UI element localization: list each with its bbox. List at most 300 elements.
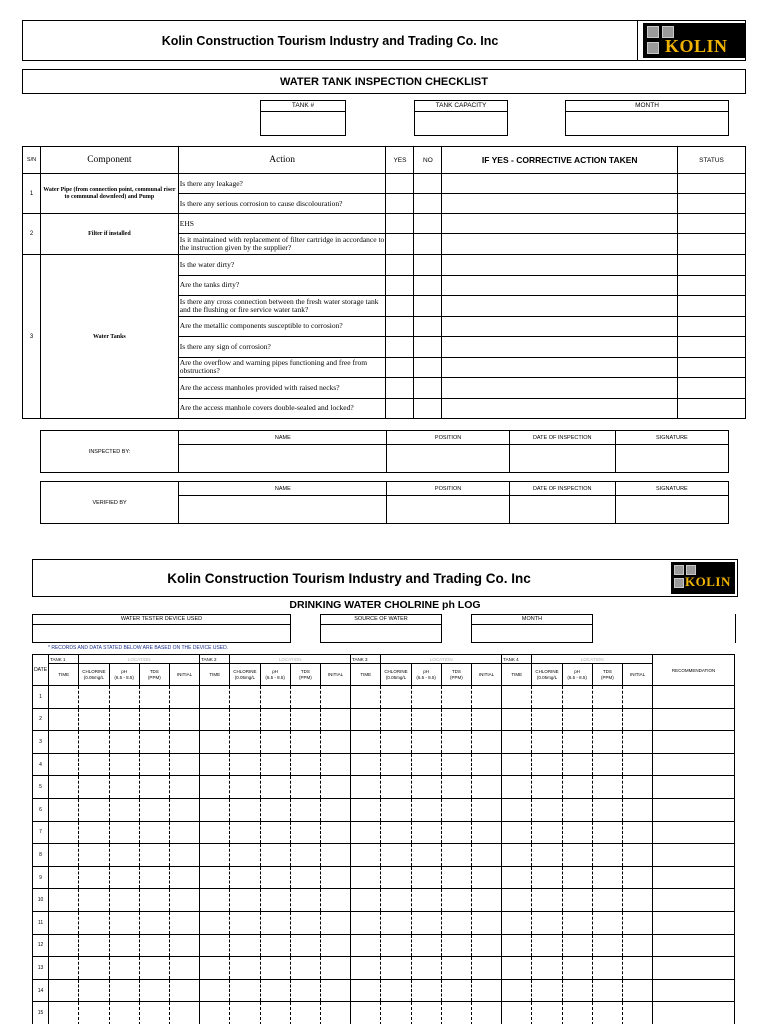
log-entry-cell[interactable] [441, 798, 471, 821]
log-entry-cell[interactable] [230, 934, 260, 957]
log-entry-cell[interactable] [200, 821, 230, 844]
log-entry-cell[interactable] [592, 957, 622, 980]
log-entry-cell[interactable] [200, 934, 230, 957]
log-entry-cell[interactable] [200, 686, 230, 709]
log-entry-cell[interactable] [320, 979, 350, 1002]
log-entry-cell[interactable] [411, 957, 441, 980]
log-entry-cell[interactable] [502, 1002, 532, 1024]
log-entry-cell[interactable] [139, 934, 169, 957]
log-entry-cell[interactable] [532, 686, 562, 709]
log-entry-cell[interactable] [562, 821, 592, 844]
log-entry-cell[interactable] [290, 889, 320, 912]
log-entry-cell[interactable] [139, 686, 169, 709]
no-cell[interactable] [414, 214, 442, 234]
log-entry-cell[interactable] [351, 686, 381, 709]
log-entry-cell[interactable] [260, 934, 290, 957]
log-entry-cell[interactable] [79, 753, 109, 776]
status-cell[interactable] [678, 275, 746, 296]
log-entry-cell[interactable] [200, 866, 230, 889]
no-cell[interactable] [414, 255, 442, 276]
log-entry-cell[interactable] [320, 866, 350, 889]
log-entry-cell[interactable] [471, 686, 501, 709]
log-entry-cell[interactable] [200, 979, 230, 1002]
log-entry-cell[interactable] [200, 753, 230, 776]
log-entry-cell[interactable] [290, 844, 320, 867]
log-entry-cell[interactable] [441, 979, 471, 1002]
log-entry-cell[interactable] [622, 798, 652, 821]
log-entry-cell[interactable] [49, 844, 79, 867]
log-entry-cell[interactable] [592, 776, 622, 799]
no-cell[interactable] [414, 296, 442, 317]
log-entry-cell[interactable] [502, 686, 532, 709]
log-entry-cell[interactable] [109, 708, 139, 731]
log-entry-cell[interactable] [139, 979, 169, 1002]
log-entry-cell[interactable] [532, 1002, 562, 1024]
log-entry-cell[interactable] [411, 731, 441, 754]
log-entry-cell[interactable] [351, 979, 381, 1002]
log-entry-cell[interactable] [79, 866, 109, 889]
log-entry-cell[interactable] [169, 957, 199, 980]
log-entry-cell[interactable] [441, 708, 471, 731]
log-entry-cell[interactable] [411, 798, 441, 821]
log-entry-cell[interactable] [381, 753, 411, 776]
log-entry-cell[interactable] [260, 866, 290, 889]
log-entry-cell[interactable] [562, 798, 592, 821]
log-entry-cell[interactable] [49, 1002, 79, 1024]
log-entry-cell[interactable] [169, 686, 199, 709]
yes-cell[interactable] [386, 398, 414, 419]
log-entry-cell[interactable] [411, 753, 441, 776]
yes-cell[interactable] [386, 174, 414, 194]
log-entry-cell[interactable] [471, 889, 501, 912]
log-entry-cell[interactable] [351, 753, 381, 776]
log-entry-cell[interactable] [562, 844, 592, 867]
log-entry-cell[interactable] [109, 979, 139, 1002]
log-entry-cell[interactable] [351, 844, 381, 867]
log-entry-cell[interactable] [169, 776, 199, 799]
log-entry-cell[interactable] [502, 934, 532, 957]
log-entry-cell[interactable] [320, 844, 350, 867]
log-entry-cell[interactable] [49, 708, 79, 731]
yes-cell[interactable] [386, 214, 414, 234]
no-cell[interactable] [414, 275, 442, 296]
log-entry-cell[interactable] [381, 957, 411, 980]
log-entry-cell[interactable] [471, 708, 501, 731]
log-entry-cell[interactable] [230, 1002, 260, 1024]
status-cell[interactable] [678, 194, 746, 214]
log-entry-cell[interactable] [79, 911, 109, 934]
log-entry-cell[interactable] [562, 1002, 592, 1024]
log-entry-cell[interactable] [351, 798, 381, 821]
recommendation-cell[interactable] [653, 776, 735, 799]
log-entry-cell[interactable] [49, 776, 79, 799]
log-entry-cell[interactable] [471, 1002, 501, 1024]
status-cell[interactable] [678, 398, 746, 419]
log-entry-cell[interactable] [139, 911, 169, 934]
log-entry-cell[interactable] [169, 708, 199, 731]
log-entry-cell[interactable] [351, 731, 381, 754]
month-field[interactable] [565, 100, 729, 136]
log-entry-cell[interactable] [411, 1002, 441, 1024]
log-entry-cell[interactable] [200, 731, 230, 754]
log-entry-cell[interactable] [351, 708, 381, 731]
log-entry-cell[interactable] [562, 776, 592, 799]
log-entry-cell[interactable] [139, 731, 169, 754]
log-entry-cell[interactable] [200, 889, 230, 912]
log-entry-cell[interactable] [381, 686, 411, 709]
log-entry-cell[interactable] [532, 979, 562, 1002]
corrective-cell[interactable] [442, 337, 678, 358]
log-entry-cell[interactable] [230, 731, 260, 754]
log-entry-cell[interactable] [260, 731, 290, 754]
log-entry-cell[interactable] [230, 798, 260, 821]
no-cell[interactable] [414, 337, 442, 358]
log-entry-cell[interactable] [441, 686, 471, 709]
log-entry-cell[interactable] [441, 776, 471, 799]
log-entry-cell[interactable] [230, 776, 260, 799]
log-entry-cell[interactable] [139, 866, 169, 889]
corrective-cell[interactable] [442, 398, 678, 419]
log-entry-cell[interactable] [49, 821, 79, 844]
log-entry-cell[interactable] [169, 889, 199, 912]
log-entry-cell[interactable] [562, 979, 592, 1002]
log-entry-cell[interactable] [109, 934, 139, 957]
log-entry-cell[interactable] [290, 934, 320, 957]
yes-cell[interactable] [386, 234, 414, 255]
log-entry-cell[interactable] [622, 911, 652, 934]
log-entry-cell[interactable] [320, 686, 350, 709]
log-entry-cell[interactable] [532, 911, 562, 934]
log-entry-cell[interactable] [622, 934, 652, 957]
recommendation-cell[interactable] [653, 821, 735, 844]
log-entry-cell[interactable] [411, 821, 441, 844]
log-entry-cell[interactable] [381, 934, 411, 957]
log-entry-cell[interactable] [471, 731, 501, 754]
log-entry-cell[interactable] [49, 866, 79, 889]
log-entry-cell[interactable] [532, 708, 562, 731]
log-entry-cell[interactable] [290, 1002, 320, 1024]
log-entry-cell[interactable] [502, 889, 532, 912]
log-entry-cell[interactable] [320, 957, 350, 980]
log-entry-cell[interactable] [290, 979, 320, 1002]
log-entry-cell[interactable] [320, 889, 350, 912]
recommendation-cell[interactable] [653, 731, 735, 754]
log-entry-cell[interactable] [622, 776, 652, 799]
log-entry-cell[interactable] [169, 798, 199, 821]
corrective-cell[interactable] [442, 316, 678, 337]
log-entry-cell[interactable] [139, 957, 169, 980]
source-field[interactable] [320, 614, 442, 643]
no-cell[interactable] [414, 174, 442, 194]
log-entry-cell[interactable] [230, 708, 260, 731]
yes-cell[interactable] [386, 337, 414, 358]
log-entry-cell[interactable] [562, 866, 592, 889]
log-entry-cell[interactable] [79, 979, 109, 1002]
log-entry-cell[interactable] [381, 1002, 411, 1024]
log-entry-cell[interactable] [622, 708, 652, 731]
corrective-cell[interactable] [442, 174, 678, 194]
log-entry-cell[interactable] [260, 776, 290, 799]
log-entry-cell[interactable] [230, 911, 260, 934]
yes-cell[interactable] [386, 194, 414, 214]
log-entry-cell[interactable] [230, 889, 260, 912]
yes-cell[interactable] [386, 296, 414, 317]
log-entry-cell[interactable] [260, 798, 290, 821]
status-cell[interactable] [678, 337, 746, 358]
log-entry-cell[interactable] [532, 731, 562, 754]
log-entry-cell[interactable] [79, 686, 109, 709]
log-entry-cell[interactable] [200, 776, 230, 799]
log-entry-cell[interactable] [532, 798, 562, 821]
log-entry-cell[interactable] [592, 866, 622, 889]
status-cell[interactable] [678, 174, 746, 194]
log-entry-cell[interactable] [169, 934, 199, 957]
log-entry-cell[interactable] [562, 934, 592, 957]
log-entry-cell[interactable] [49, 686, 79, 709]
yes-cell[interactable] [386, 275, 414, 296]
log-entry-cell[interactable] [79, 708, 109, 731]
inspector-name-cell[interactable] [179, 445, 387, 473]
status-cell[interactable] [678, 255, 746, 276]
log-entry-cell[interactable] [502, 798, 532, 821]
yes-cell[interactable] [386, 357, 414, 378]
log-entry-cell[interactable] [532, 866, 562, 889]
log-entry-cell[interactable] [290, 798, 320, 821]
log-entry-cell[interactable] [441, 889, 471, 912]
log-entry-cell[interactable] [622, 821, 652, 844]
log-entry-cell[interactable] [260, 979, 290, 1002]
recommendation-cell[interactable] [653, 844, 735, 867]
status-cell[interactable] [678, 357, 746, 378]
log-entry-cell[interactable] [49, 934, 79, 957]
log-entry-cell[interactable] [502, 753, 532, 776]
log-entry-cell[interactable] [260, 911, 290, 934]
recommendation-cell[interactable] [653, 957, 735, 980]
log-entry-cell[interactable] [381, 889, 411, 912]
log-entry-cell[interactable] [109, 776, 139, 799]
log-entry-cell[interactable] [502, 979, 532, 1002]
log-entry-cell[interactable] [169, 821, 199, 844]
recommendation-cell[interactable] [653, 686, 735, 709]
log-entry-cell[interactable] [381, 844, 411, 867]
log-entry-cell[interactable] [49, 798, 79, 821]
no-cell[interactable] [414, 398, 442, 419]
log-entry-cell[interactable] [109, 866, 139, 889]
log-entry-cell[interactable] [381, 776, 411, 799]
log-entry-cell[interactable] [230, 979, 260, 1002]
log-entry-cell[interactable] [109, 686, 139, 709]
log-entry-cell[interactable] [592, 821, 622, 844]
log-entry-cell[interactable] [290, 686, 320, 709]
log-entry-cell[interactable] [381, 821, 411, 844]
log-entry-cell[interactable] [109, 889, 139, 912]
yes-cell[interactable] [386, 316, 414, 337]
log-entry-cell[interactable] [109, 1002, 139, 1024]
log-entry-cell[interactable] [411, 979, 441, 1002]
log-entry-cell[interactable] [169, 731, 199, 754]
log-entry-cell[interactable] [592, 798, 622, 821]
log-entry-cell[interactable] [381, 798, 411, 821]
log-entry-cell[interactable] [320, 753, 350, 776]
log-entry-cell[interactable] [49, 957, 79, 980]
log-entry-cell[interactable] [230, 821, 260, 844]
log-entry-cell[interactable] [139, 889, 169, 912]
log-entry-cell[interactable] [260, 821, 290, 844]
log-entry-cell[interactable] [532, 844, 562, 867]
log-entry-cell[interactable] [471, 753, 501, 776]
inspection-date-cell[interactable] [509, 445, 615, 473]
log-entry-cell[interactable] [351, 911, 381, 934]
log-entry-cell[interactable] [109, 798, 139, 821]
log-entry-cell[interactable] [441, 731, 471, 754]
log-entry-cell[interactable] [532, 957, 562, 980]
corrective-cell[interactable] [442, 234, 678, 255]
log-entry-cell[interactable] [441, 934, 471, 957]
log-entry-cell[interactable] [260, 686, 290, 709]
log-entry-cell[interactable] [411, 708, 441, 731]
log-entry-cell[interactable] [320, 1002, 350, 1024]
log-entry-cell[interactable] [79, 798, 109, 821]
log-entry-cell[interactable] [320, 934, 350, 957]
log-entry-cell[interactable] [502, 911, 532, 934]
log-entry-cell[interactable] [502, 957, 532, 980]
log-entry-cell[interactable] [139, 844, 169, 867]
recommendation-cell[interactable] [653, 979, 735, 1002]
corrective-cell[interactable] [442, 255, 678, 276]
log-entry-cell[interactable] [411, 911, 441, 934]
log-entry-cell[interactable] [532, 776, 562, 799]
log-entry-cell[interactable] [381, 979, 411, 1002]
log-entry-cell[interactable] [471, 866, 501, 889]
log-entry-cell[interactable] [351, 776, 381, 799]
log-entry-cell[interactable] [351, 866, 381, 889]
log-entry-cell[interactable] [471, 934, 501, 957]
log-entry-cell[interactable] [320, 731, 350, 754]
log-entry-cell[interactable] [169, 911, 199, 934]
log-entry-cell[interactable] [471, 798, 501, 821]
verifier-signature-cell[interactable] [615, 496, 728, 524]
corrective-cell[interactable] [442, 296, 678, 317]
no-cell[interactable] [414, 357, 442, 378]
log-entry-cell[interactable] [532, 821, 562, 844]
recommendation-cell[interactable] [653, 1002, 735, 1024]
log-entry-cell[interactable] [320, 911, 350, 934]
yes-cell[interactable] [386, 255, 414, 276]
log-entry-cell[interactable] [79, 731, 109, 754]
log-entry-cell[interactable] [351, 889, 381, 912]
log-entry-cell[interactable] [320, 708, 350, 731]
corrective-cell[interactable] [442, 357, 678, 378]
corrective-cell[interactable] [442, 275, 678, 296]
corrective-cell[interactable] [442, 214, 678, 234]
log-entry-cell[interactable] [109, 844, 139, 867]
recommendation-cell[interactable] [653, 708, 735, 731]
log-entry-cell[interactable] [230, 844, 260, 867]
tank-number-field[interactable] [260, 100, 346, 136]
log-entry-cell[interactable] [290, 753, 320, 776]
log-entry-cell[interactable] [260, 844, 290, 867]
log-entry-cell[interactable] [441, 866, 471, 889]
verifier-position-cell[interactable] [387, 496, 509, 524]
no-cell[interactable] [414, 316, 442, 337]
recommendation-cell[interactable] [653, 934, 735, 957]
log-entry-cell[interactable] [351, 957, 381, 980]
log-entry-cell[interactable] [49, 889, 79, 912]
log-entry-cell[interactable] [230, 957, 260, 980]
log-entry-cell[interactable] [532, 934, 562, 957]
log-entry-cell[interactable] [502, 708, 532, 731]
log-entry-cell[interactable] [109, 821, 139, 844]
log-entry-cell[interactable] [169, 866, 199, 889]
tank-capacity-field[interactable] [414, 100, 508, 136]
verifier-name-cell[interactable] [179, 496, 387, 524]
recommendation-cell[interactable] [653, 753, 735, 776]
log-entry-cell[interactable] [502, 866, 532, 889]
log-entry-cell[interactable] [562, 753, 592, 776]
log-entry-cell[interactable] [109, 957, 139, 980]
log-entry-cell[interactable] [290, 911, 320, 934]
no-cell[interactable] [414, 194, 442, 214]
log-entry-cell[interactable] [230, 686, 260, 709]
verification-date-cell[interactable] [509, 496, 615, 524]
log-entry-cell[interactable] [169, 979, 199, 1002]
log-entry-cell[interactable] [320, 776, 350, 799]
status-cell[interactable] [678, 234, 746, 255]
log-entry-cell[interactable] [200, 844, 230, 867]
yes-cell[interactable] [386, 378, 414, 399]
log-entry-cell[interactable] [139, 1002, 169, 1024]
log-entry-cell[interactable] [622, 1002, 652, 1024]
log-entry-cell[interactable] [562, 957, 592, 980]
log-entry-cell[interactable] [320, 821, 350, 844]
log-entry-cell[interactable] [622, 866, 652, 889]
log-entry-cell[interactable] [562, 686, 592, 709]
log-entry-cell[interactable] [471, 979, 501, 1002]
log-entry-cell[interactable] [200, 957, 230, 980]
log-entry-cell[interactable] [381, 911, 411, 934]
log-entry-cell[interactable] [411, 686, 441, 709]
log-entry-cell[interactable] [592, 731, 622, 754]
log-entry-cell[interactable] [381, 708, 411, 731]
log-entry-cell[interactable] [79, 934, 109, 957]
log-entry-cell[interactable] [502, 821, 532, 844]
status-cell[interactable] [678, 378, 746, 399]
log-entry-cell[interactable] [592, 911, 622, 934]
log-entry-cell[interactable] [441, 957, 471, 980]
log-entry-cell[interactable] [502, 844, 532, 867]
no-cell[interactable] [414, 378, 442, 399]
log-entry-cell[interactable] [592, 934, 622, 957]
log-entry-cell[interactable] [79, 844, 109, 867]
log-entry-cell[interactable] [592, 708, 622, 731]
log-entry-cell[interactable] [502, 776, 532, 799]
log-entry-cell[interactable] [49, 753, 79, 776]
log-entry-cell[interactable] [79, 1002, 109, 1024]
log-entry-cell[interactable] [411, 889, 441, 912]
log-entry-cell[interactable] [562, 889, 592, 912]
recommendation-cell[interactable] [653, 911, 735, 934]
log-entry-cell[interactable] [351, 821, 381, 844]
log-entry-cell[interactable] [290, 731, 320, 754]
log-entry-cell[interactable] [562, 708, 592, 731]
log-entry-cell[interactable] [532, 889, 562, 912]
recommendation-cell[interactable] [653, 798, 735, 821]
log-entry-cell[interactable] [351, 934, 381, 957]
log-entry-cell[interactable] [49, 911, 79, 934]
log-entry-cell[interactable] [200, 911, 230, 934]
log-entry-cell[interactable] [109, 731, 139, 754]
status-cell[interactable] [678, 316, 746, 337]
